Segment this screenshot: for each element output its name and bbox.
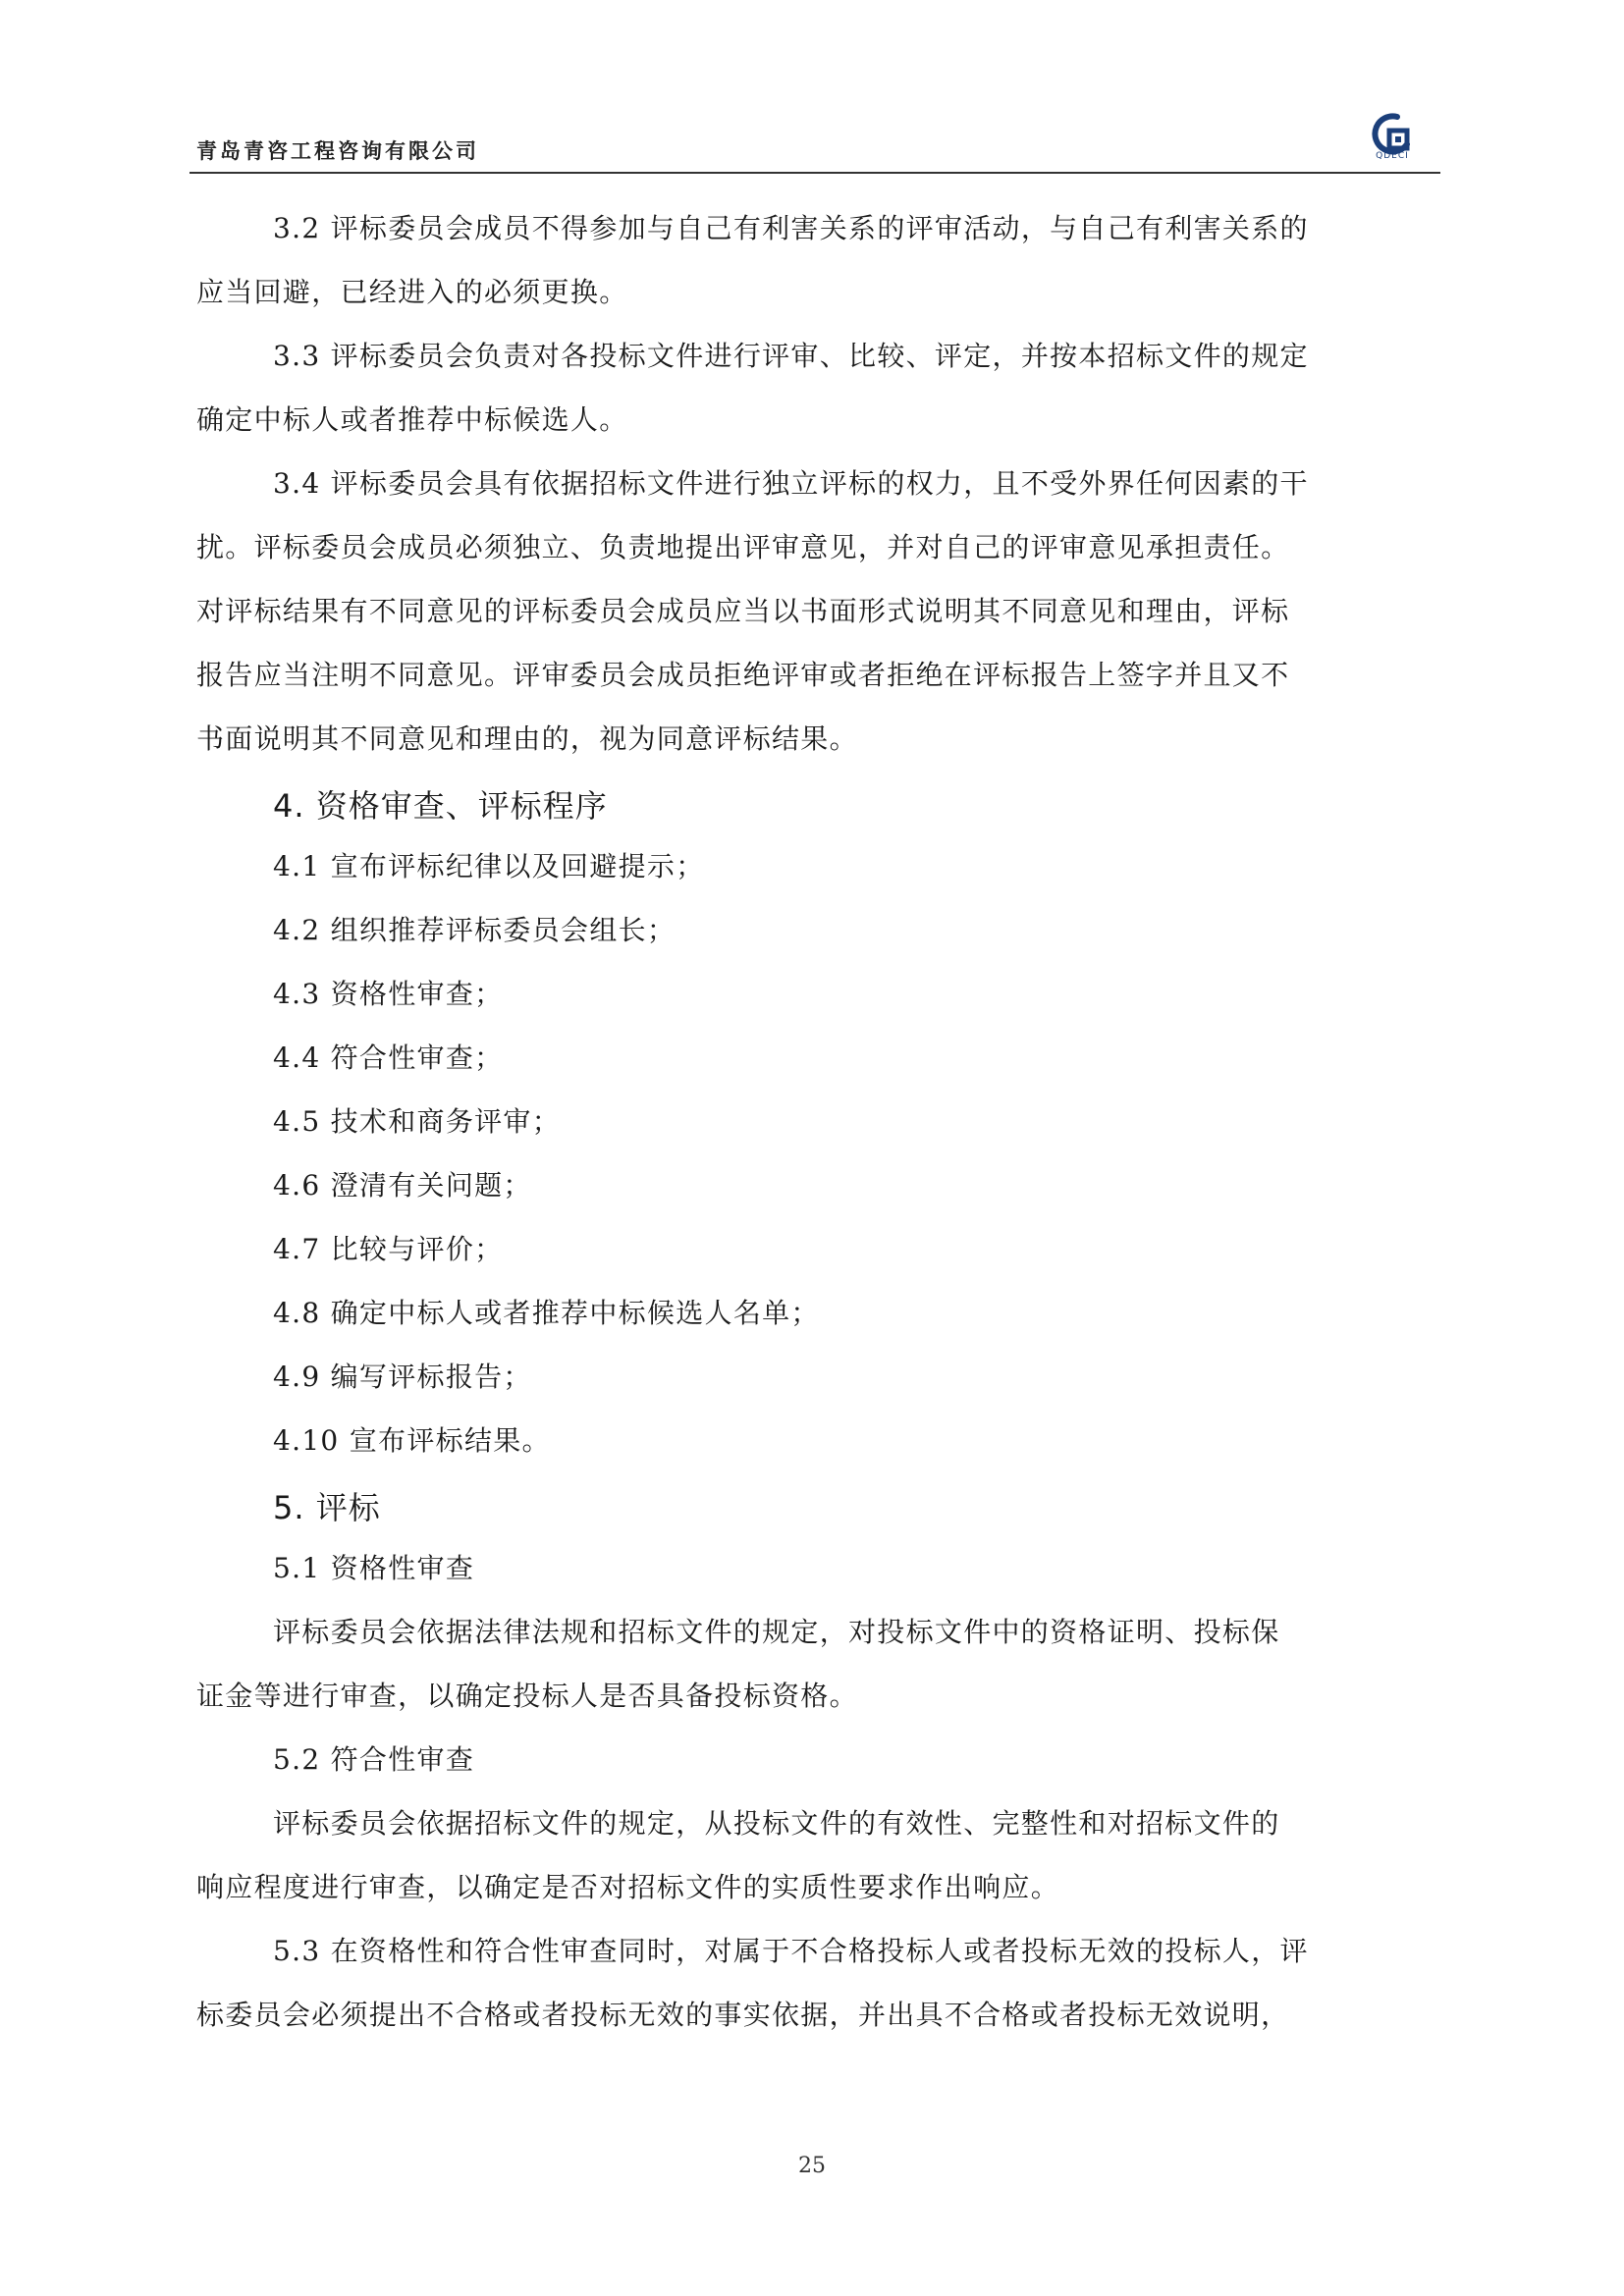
- header-divider: [189, 172, 1440, 174]
- document-body: [196, 204, 1435, 2055]
- paragraph-line: 证金等进行审查，以确定投标人是否具备投标资格。: [196, 1680, 858, 1712]
- paragraph-line: 3.2 评标委员会成员不得参加与自己有利害关系的评审活动，与自己有利害关系的: [273, 212, 1309, 244]
- paragraph-line: 扰。评标委员会成员必须独立、负责地提出评审意见，并对自己的评审意见承担责任。: [196, 531, 1290, 563]
- page-number: 25: [798, 2154, 826, 2178]
- paragraph-line: 4.4 符合性审查；: [273, 1041, 504, 1074]
- paragraph-line: 对评标结果有不同意见的评标委员会成员应当以书面形式说明其不同意见和理由，评标: [196, 595, 1290, 627]
- paragraph-line: 4.8 确定中标人或者推荐中标候选人名单；: [273, 1297, 820, 1329]
- paragraph-line: 确定中标人或者推荐中标候选人。: [196, 403, 628, 436]
- paragraph-line: 4.10 宣布评标结果。: [273, 1424, 551, 1457]
- paragraph-line: 评标委员会依据招标文件的规定，从投标文件的有效性、完整性和对招标文件的: [273, 1807, 1280, 1840]
- paragraph-line: 4.2 组织推荐评标委员会组长；: [273, 914, 677, 946]
- logo-text: QDECI: [1376, 151, 1409, 161]
- paragraph-line: 5.3 在资格性和符合性审查同时，对属于不合格投标人或者投标无效的投标人，评: [273, 1935, 1309, 1967]
- paragraph-line: 3.4 评标委员会具有依据招标文件进行独立评标的权力，且不受外界任何因素的干: [273, 467, 1309, 500]
- paragraph-line: 5.1 资格性审查: [273, 1552, 475, 1584]
- paragraph-line: 4.7 比较与评价；: [273, 1233, 504, 1265]
- section-heading: 4. 资格审查、评标程序: [273, 787, 608, 825]
- paragraph-line: 评标委员会依据法律法规和招标文件的规定，对投标文件中的资格证明、投标保: [273, 1616, 1280, 1648]
- paragraph-line: 标委员会必须提出不合格或者投标无效的事实依据，并出具不合格或者投标无效说明，: [196, 1999, 1290, 2031]
- paragraph-line: 3.3 评标委员会负责对各投标文件进行评审、比较、评定，并按本招标文件的规定: [273, 340, 1309, 372]
- company-name: 青岛青咨工程咨询有限公司: [196, 139, 479, 163]
- paragraph-line: 响应程度进行审查，以确定是否对招标文件的实质性要求作出响应。: [196, 1871, 1060, 1903]
- paragraph-line: 应当回避，已经进入的必须更换。: [196, 276, 628, 308]
- paragraph-line: 4.9 编写评标报告；: [273, 1361, 532, 1393]
- section-heading: 5. 评标: [273, 1489, 381, 1526]
- paragraph-line: 4.1 宣布评标纪律以及回避提示；: [273, 850, 705, 882]
- paragraph-line: 书面说明其不同意见和理由的，视为同意评标结果。: [196, 722, 858, 755]
- paragraph-line: 4.3 资格性审查；: [273, 978, 504, 1010]
- paragraph-line: 报告应当注明不同意见。评审委员会成员拒绝评审或者拒绝在评标报告上签字并且又不: [196, 659, 1290, 691]
- paragraph-line: 4.5 技术和商务评审；: [273, 1105, 562, 1138]
- paragraph-line: 5.2 符合性审查: [273, 1743, 475, 1776]
- paragraph-line: 4.6 澄清有关问题；: [273, 1169, 532, 1201]
